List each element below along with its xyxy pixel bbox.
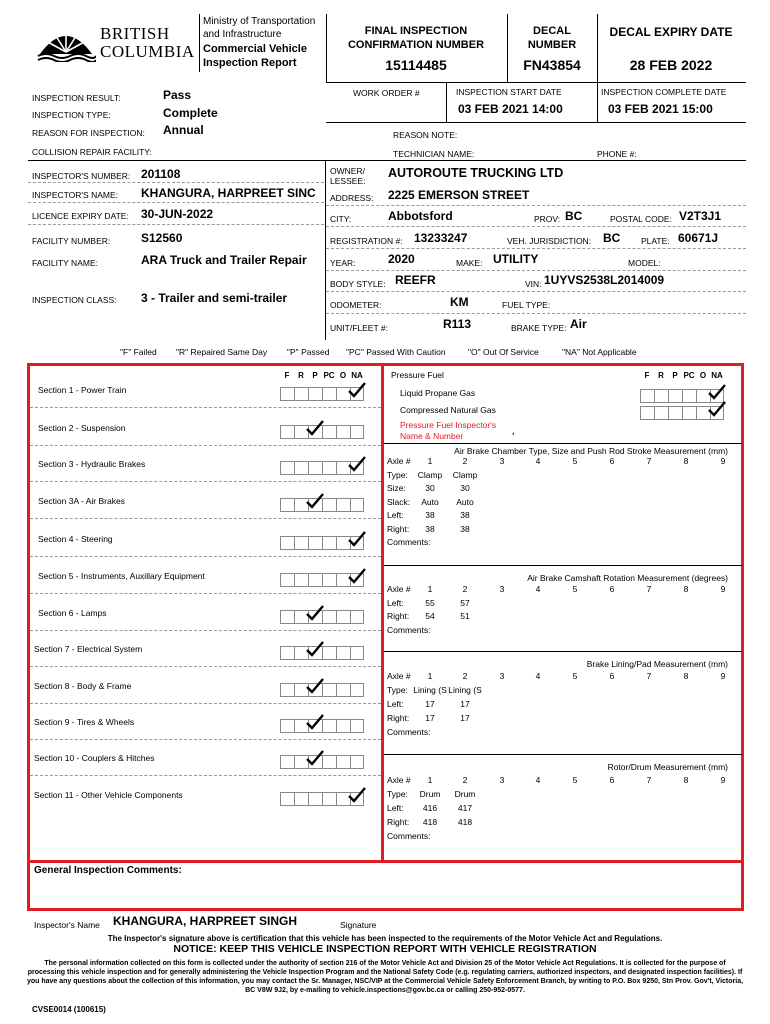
inspector-name-label: INSPECTOR'S NAME: [32, 190, 119, 200]
plate-label: PLATE: [641, 236, 670, 246]
start-date-label: INSPECTION START DATE [456, 87, 562, 97]
facility-number-label: FACILITY NUMBER: [32, 236, 111, 246]
rotor-axle-number: 9 [720, 775, 726, 785]
owner: AUTOROUTE TRUCKING LTD [388, 166, 564, 180]
chamber-row-label: Comments: [387, 537, 431, 547]
lining-row-label: Comments: [387, 727, 431, 737]
licence-label: LICENCE EXPIRY DATE: [32, 211, 129, 221]
final-inspection-label-2: CONFIRMATION NUMBER [347, 39, 485, 51]
privacy-text: The personal information collected on this form is collected under the authority of section 216 of the Motor Vehicle Act and Division 25 of the Motor Vehicle Act Regulations. It is collected for the purpose of processing this vehicle inspection and for generally administering the Vehicle Inspection Program and the National Safety Code (e.g. regulating carriers, authorized inspectors, and designated inspection facilities). If you have any questions about the collection of this information, you may contact the Sr. Manager, NSC/VIP at the Commercial Vehicle Safety Enforcement Branch, by writing to P.O. Box 9250, Stn Prov. Gov't, Victoria, BC V8W 9J2, by e-mailing to vehicle.inspections@gov.bc.ca or calling 250-952-0577. [26, 960, 744, 994]
rotor-axle1-value: 418 [422, 817, 438, 827]
chamber-axle2-value: 30 [460, 483, 470, 493]
fuel-header-f: F [644, 371, 650, 380]
rotor-axle-number: 5 [572, 775, 578, 785]
section-label: Section 3 - Hydraulic Brakes [38, 459, 146, 469]
work-order-label: WORK ORDER # [353, 88, 420, 98]
section-8-cell[interactable] [336, 646, 350, 660]
inspector-number-label: INSPECTOR'S NUMBER: [32, 171, 131, 181]
decal-number: FN43854 [523, 57, 581, 73]
fuel-header-pc: PC [683, 371, 695, 380]
section-11-cell[interactable] [336, 755, 350, 769]
class-label: INSPECTION CLASS: [32, 295, 117, 305]
chamber-axle2-value: Auto [456, 496, 474, 507]
chamber-axle2-value: 38 [460, 510, 470, 520]
chamber-title: Air Brake Chamber Type, Size and Push Rod Stroke Measurement (mm) [454, 446, 728, 456]
bc-logo [36, 20, 194, 68]
chamber-row-label: Right: [387, 523, 410, 534]
rotor-row-label: Right: [387, 817, 410, 827]
rotor-axle2-value: 2 [462, 775, 468, 785]
divider [30, 593, 381, 594]
section-10-cell[interactable] [280, 719, 294, 733]
odometer-label: ODOMETER: [330, 300, 382, 310]
fuel-header-o: O [699, 371, 707, 380]
section-label: Section 9 - Tires & Wheels [34, 717, 135, 727]
technician-label: TECHNICIAN NAME: [393, 149, 475, 159]
prov: BC [565, 209, 583, 223]
fuel-item-2-cell[interactable] [682, 406, 696, 420]
rotor-axle-number: 8 [683, 775, 689, 785]
lining-axle1-value: 17 [425, 699, 435, 709]
rotor-axle1-value: 1 [427, 775, 433, 785]
checkmark-icon [707, 383, 727, 401]
lining-axle1-value: Lining (S [413, 685, 447, 695]
collision-label: COLLISION REPAIR FACILITY: [32, 147, 152, 157]
camshaft-axle1-value: 54 [425, 611, 435, 621]
fuel-item-2-cell[interactable] [668, 406, 682, 420]
lining-row-label: Left: [387, 699, 404, 709]
section-4-cell[interactable] [280, 498, 294, 512]
certification-text: The Inspector's signature above is certification that this vehicle has been inspected to the requirements of the Motor Vehicle Act and Regulations. [107, 934, 663, 943]
section-2-cell[interactable] [336, 425, 350, 439]
lining-axle2-value: Lining (S [448, 685, 482, 695]
odometer-unit: KM [450, 295, 469, 309]
facility-name-label: FACILITY NAME: [32, 258, 98, 268]
fuel-header-na: NA [711, 371, 723, 380]
checkmark-icon [305, 604, 325, 622]
chamber-axle-number: 8 [683, 456, 689, 466]
section-6-cell[interactable] [280, 573, 294, 587]
checkmark-icon [305, 419, 325, 437]
camshaft-title: Air Brake Camshaft Rotation Measurement (degrees) [527, 573, 728, 583]
section-10-cell[interactable] [350, 719, 364, 733]
divider [30, 445, 381, 446]
fuel-item-1-cell[interactable] [654, 389, 668, 403]
section-8-cell[interactable] [350, 646, 364, 660]
camshaft-row-label: Comments: [387, 624, 431, 635]
fuel-item-label: Compressed Natural Gas [400, 405, 496, 415]
camshaft-axle1-value: 55 [425, 597, 435, 608]
fuel-title: Pressure Fuel [391, 370, 444, 380]
chamber-axle1-value: 38 [425, 523, 435, 534]
section-12-cell[interactable] [308, 792, 322, 806]
checkmark-icon [305, 492, 325, 510]
camshaft-axle2-value: 57 [460, 597, 470, 608]
unit-label: UNIT/FLEET #: [330, 323, 388, 333]
jurisdiction: BC [603, 231, 621, 245]
fuel-item-2-cell[interactable] [654, 406, 668, 420]
camshaft-axle-number: 5 [572, 584, 578, 594]
vin-label: VIN: [525, 279, 542, 289]
section-5-cell[interactable] [294, 536, 308, 550]
section-label: Section 10 - Couplers & Hitches [34, 753, 155, 763]
chamber-axle2-value: 38 [460, 523, 470, 534]
make-label: MAKE: [456, 258, 483, 268]
fuel-item-1-cell[interactable] [682, 389, 696, 403]
section-3-cell[interactable] [308, 461, 322, 475]
notice-text: NOTICE: KEEP THIS VEHICLE INSPECTION REPORT WITH VEHICLE REGISTRATION [173, 943, 597, 955]
camshaft-axle-number: 8 [683, 584, 689, 594]
camshaft-row-label: Left: [387, 597, 404, 608]
rotor-axle1-value: Drum [419, 789, 441, 799]
chamber-axle1-value: Clamp [417, 469, 443, 480]
footer-inspector-name: KHANGURA, HARPREET SINGH [113, 914, 298, 928]
city-label: CITY: [330, 214, 352, 224]
section-9-cell[interactable] [280, 683, 294, 697]
fuel-item-label: Liquid Propane Gas [400, 388, 476, 398]
section-header-o: O [339, 371, 347, 380]
section-1-cell[interactable] [308, 387, 322, 401]
logo-line2: COLUMBIA [100, 42, 195, 61]
section-label: Section 4 - Steering [38, 534, 113, 544]
chamber-axle-number: 9 [720, 456, 726, 466]
lining-axle-number: 5 [572, 671, 578, 681]
ministry-line2: and Infrastructure [203, 29, 282, 40]
complete-date-label: INSPECTION COMPLETE DATE [601, 87, 727, 97]
postal: V2T3J1 [679, 209, 722, 223]
chamber-axle2-value: 2 [462, 456, 468, 466]
divider [30, 775, 381, 776]
checkmark-icon [347, 567, 367, 585]
address-label: ADDRESS: [330, 193, 374, 203]
rotor-row-label: Left: [387, 803, 404, 813]
phone-label: PHONE #: [597, 149, 637, 159]
legend-repaired: "R" Repaired Same Day [176, 347, 268, 357]
section-4-cell[interactable] [336, 498, 350, 512]
divider [30, 739, 381, 740]
section-2-cell[interactable] [280, 425, 294, 439]
rotor-axle2-value: 418 [457, 817, 473, 827]
section-8-cell[interactable] [280, 646, 294, 660]
fuel-item-1-cell[interactable] [640, 389, 654, 403]
report-title-line2: Inspection Report [203, 57, 297, 69]
section-7-cell[interactable] [350, 610, 364, 624]
checkmark-icon [347, 381, 367, 399]
chamber-row-label: Left: [387, 510, 404, 520]
lining-axle-number: 4 [535, 671, 541, 681]
address: 2225 EMERSON STREET [388, 188, 530, 202]
section-6-cell[interactable] [294, 573, 308, 587]
rotor-row-label: Type: [387, 789, 408, 799]
section-label: Section 3A - Air Brakes [38, 496, 125, 506]
rotor-row-label: Axle # [387, 775, 411, 785]
section-9-cell[interactable] [336, 683, 350, 697]
section-5-cell[interactable] [322, 536, 336, 550]
section-7-cell[interactable] [336, 610, 350, 624]
result-value: Pass [163, 88, 192, 102]
lining-row-label: Type: [387, 685, 408, 695]
section-2-cell[interactable] [350, 425, 364, 439]
section-12-cell[interactable] [280, 792, 294, 806]
rotor-axle-number: 7 [646, 775, 652, 785]
class-value: 3 - Trailer and semi-trailer [141, 291, 288, 305]
rotor-axle1-value: 416 [422, 803, 438, 813]
section-6-cell[interactable] [322, 573, 336, 587]
section-header-na: NA [351, 371, 363, 380]
divider [30, 703, 381, 704]
inspector-name: KHANGURA, HARPREET SINC [141, 186, 316, 200]
chamber-axle-number: 7 [646, 456, 652, 466]
divider [30, 556, 381, 557]
chamber-row-label: Axle # [387, 456, 411, 466]
divider [384, 651, 742, 652]
chamber-row-label: Size: [387, 483, 406, 493]
section-3-cell[interactable] [294, 461, 308, 475]
unit: R113 [443, 317, 472, 331]
chamber-axle2-value: Clamp [452, 469, 478, 480]
camshaft-axle-number: 7 [646, 584, 652, 594]
owner-label-2: LESSEE: [330, 176, 366, 186]
section-label: Section 8 - Body & Frame [34, 681, 132, 691]
divider [30, 518, 381, 519]
section-12-cell[interactable] [294, 792, 308, 806]
section-5-cell[interactable] [308, 536, 322, 550]
chamber-row-label: Slack: [387, 496, 411, 507]
fuel-inspector-label-1: Pressure Fuel Inspector's [400, 420, 497, 430]
chamber-axle1-value: 30 [425, 483, 435, 493]
brake: Air [570, 317, 587, 331]
section-label: Section 6 - Lamps [38, 608, 107, 618]
logo-line1: BRITISH [100, 24, 170, 43]
comments-label: General Inspection Comments: [34, 865, 182, 876]
body-label: BODY STYLE: [330, 279, 386, 289]
checkmark-icon [347, 786, 367, 804]
camshaft-row-label: Axle # [387, 584, 411, 594]
section-1-cell[interactable] [294, 387, 308, 401]
chamber-axle-number: 4 [535, 456, 541, 466]
checkmark-icon [707, 400, 727, 418]
decal-label-1: DECAL [533, 25, 571, 37]
model-label: MODEL: [628, 258, 661, 268]
section-3-cell[interactable] [322, 461, 336, 475]
facility-number: S12560 [141, 231, 183, 245]
reason-note-label: REASON NOTE: [393, 130, 458, 140]
checkmark-icon [305, 749, 325, 767]
section-11-cell[interactable] [350, 755, 364, 769]
camshaft-axle-number: 6 [609, 584, 615, 594]
registration: 13233247 [414, 231, 468, 245]
section-12-cell[interactable] [322, 792, 336, 806]
fuel-item-1-cell[interactable] [668, 389, 682, 403]
section-11-cell[interactable] [280, 755, 294, 769]
brake-label: BRAKE TYPE: [511, 323, 567, 333]
chamber-axle-number: 5 [572, 456, 578, 466]
decal-expiry-label: DECAL EXPIRY DATE [609, 25, 733, 39]
camshaft-axle1-value: 1 [427, 584, 433, 594]
checkmark-icon [347, 455, 367, 473]
chamber-row-label: Type: [387, 469, 408, 480]
section-5-cell[interactable] [280, 536, 294, 550]
lining-axle-number: 6 [609, 671, 615, 681]
divider [30, 630, 381, 631]
rotor-axle2-value: Drum [454, 789, 476, 799]
city: Abbotsford [388, 209, 453, 223]
lining-axle-number: 7 [646, 671, 652, 681]
legend-failed: "F" Failed [120, 347, 157, 357]
section-label: Section 11 - Other Vehicle Components [34, 790, 183, 800]
section-header-r: R [298, 371, 304, 380]
camshaft-axle2-value: 2 [462, 584, 468, 594]
fuel-header-r: R [658, 371, 664, 380]
lining-axle1-value: 1 [427, 671, 433, 681]
rotor-row-label: Comments: [387, 831, 431, 841]
footer-inspector-label: Inspector's Name [34, 920, 100, 930]
section-4-cell[interactable] [350, 498, 364, 512]
fuel-item-2-cell[interactable] [640, 406, 654, 420]
lining-title: Brake Lining/Pad Measurement (mm) [586, 659, 728, 669]
result-label: INSPECTION RESULT: [32, 93, 121, 103]
section-3-cell[interactable] [280, 461, 294, 475]
checkmark-icon [305, 677, 325, 695]
postal-label: POSTAL CODE: [610, 214, 672, 224]
divider [384, 565, 742, 566]
year-label: YEAR: [330, 258, 356, 268]
camshaft-axle2-value: 51 [460, 611, 470, 621]
rotor-axle2-value: 417 [457, 803, 473, 813]
section-1-cell[interactable] [280, 387, 294, 401]
chamber-axle1-value: 1 [427, 456, 433, 466]
section-9-cell[interactable] [350, 683, 364, 697]
legend-passed: "P" Passed [287, 347, 330, 357]
divider [384, 754, 742, 755]
chamber-axle1-value: 38 [425, 510, 435, 520]
camshaft-axle-number: 4 [535, 584, 541, 594]
section-label: Section 7 - Electrical System [34, 644, 143, 654]
prov-label: PROV: [534, 214, 561, 224]
lining-axle1-value: 17 [425, 713, 435, 723]
checkmark-icon [305, 713, 325, 731]
rotor-axle-number: 4 [535, 775, 541, 785]
body: REEFR [395, 273, 436, 287]
signature-label: Signature [340, 920, 377, 930]
section-header-p: P [312, 371, 318, 380]
vin: 1UYVS2538L2014009 [544, 273, 665, 287]
section-header-f: F [284, 371, 290, 380]
licence-expiry: 30-JUN-2022 [141, 207, 214, 221]
section-1-cell[interactable] [322, 387, 336, 401]
rotor-axle-number: 3 [499, 775, 505, 785]
section-label: Section 1 - Power Train [38, 385, 127, 395]
jurisdiction-label: VEH. JURISDICTION: [507, 236, 592, 246]
type-label: INSPECTION TYPE: [32, 110, 111, 120]
checkmark-icon [347, 530, 367, 548]
owner-label-1: OWNER/ [330, 166, 365, 176]
lining-row-label: Axle # [387, 671, 411, 681]
decal-label-2: NUMBER [527, 39, 577, 51]
plate: 60671J [678, 231, 719, 245]
bc-sun-icon [36, 22, 96, 62]
form-code: CVSE0014 (100615) [32, 1005, 106, 1014]
section-label: Section 5 - Instruments, Auxillary Equipment [38, 571, 205, 581]
year: 2020 [388, 252, 415, 266]
final-inspection-number: 15114485 [385, 57, 447, 73]
camshaft-row-label: Right: [387, 611, 410, 621]
lining-axle-number: 9 [720, 671, 726, 681]
make: UTILITY [493, 252, 539, 266]
divider [30, 666, 381, 667]
reason-label: REASON FOR INSPECTION: [32, 128, 145, 138]
lining-axle2-value: 17 [460, 713, 470, 723]
registration-label: REGISTRATION #: [330, 236, 403, 246]
rotor-title: Rotor/Drum Measurement (mm) [607, 762, 728, 772]
lining-axle2-value: 17 [460, 699, 470, 709]
chamber-axle-number: 3 [499, 456, 505, 466]
divider [30, 407, 381, 408]
checkmark-icon [305, 640, 325, 658]
fuel-inspector-sep: , [512, 426, 515, 436]
lining-row-label: Right: [387, 713, 410, 723]
lining-axle-number: 3 [499, 671, 505, 681]
ministry-line1: Ministry of Transportation [203, 16, 316, 27]
complete-date: 03 FEB 2021 15:00 [608, 102, 713, 116]
fuel-inspector-label-2: Name & Number [400, 431, 464, 441]
legend-oos: "O" Out Of Service [468, 347, 539, 357]
section-6-cell[interactable] [308, 573, 322, 587]
decal-expiry-date: 28 FEB 2022 [629, 57, 713, 73]
section-10-cell[interactable] [336, 719, 350, 733]
fuel-header-p: P [672, 371, 678, 380]
section-label: Section 2 - Suspension [38, 423, 126, 433]
start-date: 03 FEB 2021 14:00 [458, 102, 563, 116]
lining-axle-number: 8 [683, 671, 689, 681]
type-value: Complete [163, 106, 218, 120]
section-header-pc: PC [323, 371, 335, 380]
inspector-number: 201108 [141, 167, 181, 181]
rotor-axle-number: 6 [609, 775, 615, 785]
reason-value: Annual [163, 123, 204, 137]
fuel-label: FUEL TYPE: [502, 300, 551, 310]
legend-caution: "PC" Passed With Caution [346, 347, 446, 357]
lining-axle2-value: 2 [462, 671, 468, 681]
chamber-axle-number: 6 [609, 456, 615, 466]
facility-name: ARA Truck and Trailer Repair [141, 253, 307, 267]
divider [30, 481, 381, 482]
camshaft-axle-number: 9 [720, 584, 726, 594]
legend-na: "NA" Not Applicable [562, 347, 637, 357]
camshaft-axle-number: 3 [499, 584, 505, 594]
section-7-cell[interactable] [280, 610, 294, 624]
chamber-axle1-value: Auto [421, 496, 439, 507]
report-title-line1: Commercial Vehicle [203, 43, 307, 55]
final-inspection-label-1: FINAL INSPECTION [364, 25, 468, 37]
